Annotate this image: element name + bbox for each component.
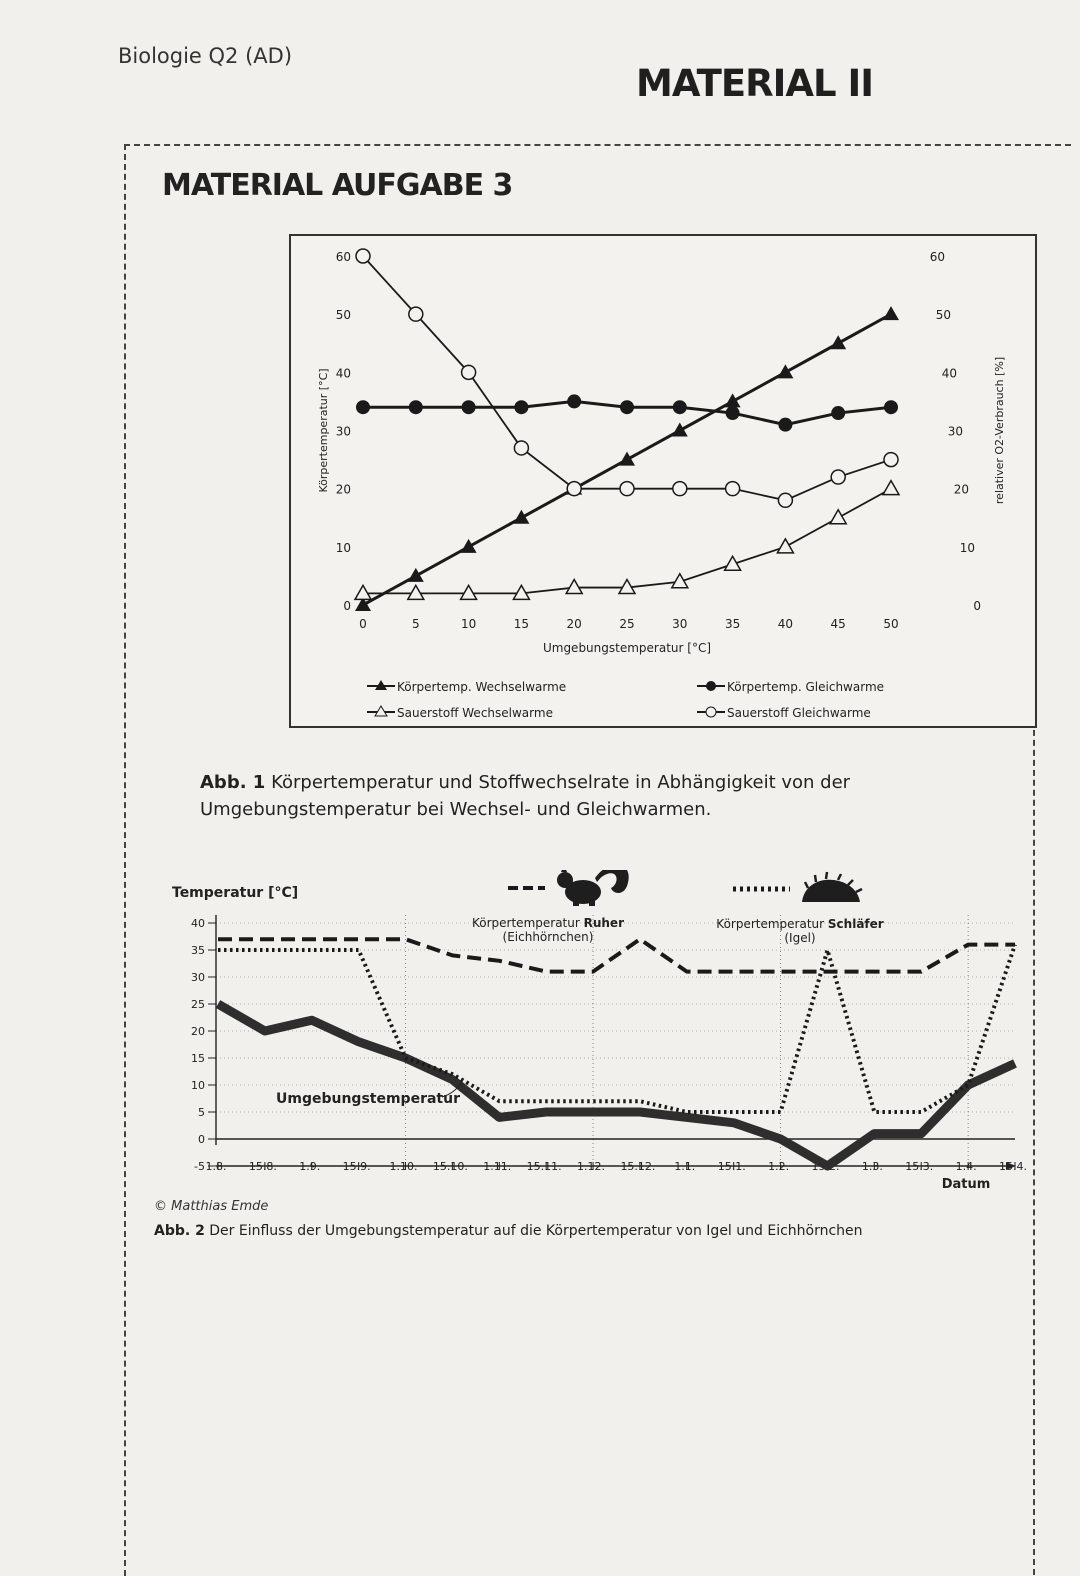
x-tick-label: 50	[883, 617, 899, 631]
figure-2-chart	[0, 870, 1080, 1200]
data-point	[408, 568, 424, 582]
data-point	[884, 453, 898, 467]
y-tick-label: 10	[335, 540, 351, 555]
material-title: MATERIAL II	[636, 62, 873, 105]
x-tick-label: 1.10.	[389, 1160, 418, 1173]
x-tick-label: 1.2.	[768, 1160, 790, 1173]
y-tick-label: -5	[194, 1160, 205, 1173]
y-tick-label: 20	[335, 482, 351, 497]
data-point	[566, 580, 582, 594]
squirrel-leg	[589, 900, 595, 906]
y2-tick-label: 10	[959, 540, 975, 555]
annotation-ruher-plain: Körpertemperatur	[472, 916, 584, 930]
x-tick-label: 45	[830, 617, 846, 631]
data-point	[619, 452, 635, 466]
y-tick-label: 30	[335, 424, 351, 439]
annotation-schlaefer-title	[716, 917, 883, 931]
course-title: Biologie Q2 (AD)	[118, 44, 293, 68]
data-point	[777, 539, 793, 553]
x-tick-label: 15.4.	[999, 1160, 1027, 1173]
legend-marker	[706, 681, 716, 691]
legend-label: Körpertemp. Wechselwarme	[397, 680, 567, 694]
x-axis-title: Datum	[941, 1177, 991, 1192]
x-tick-label: 1.9.	[299, 1160, 321, 1173]
x-tick-label: 1.3.	[861, 1160, 883, 1173]
data-point	[883, 306, 899, 320]
data-point	[620, 400, 634, 414]
legend-entry	[367, 706, 553, 720]
annotation-ruher-sub: (Eichhörnchen)	[502, 930, 594, 944]
x-tick-label: 1.4.	[955, 1160, 977, 1173]
x-tick-label: 0	[359, 617, 367, 631]
data-point	[831, 406, 845, 420]
y2-tick-label: 60	[929, 250, 945, 264]
section-title: MATERIAL AUFGABE 3	[162, 168, 513, 203]
x-tick-label: 15	[513, 617, 530, 631]
data-point	[620, 482, 634, 496]
x-tick-label: 1.1.	[674, 1160, 696, 1173]
data-point	[726, 406, 740, 420]
y-tick-label: 40	[335, 366, 351, 381]
data-point	[461, 585, 477, 599]
data-point	[514, 400, 528, 414]
data-point	[514, 441, 528, 455]
y-tick-label: 50	[335, 308, 351, 323]
x-tick-label: 1.12.	[577, 1160, 606, 1173]
legend-marker	[706, 707, 716, 717]
data-point	[672, 423, 688, 437]
figure-1-caption-text: Körpertemperatur und Stoffwechselrate in Abhängigkeit von der Umgebungstemperatur bei Wechsel- und Gleichwarmen.	[200, 772, 851, 820]
legend-label: Sauerstoff Gleichwarme	[727, 706, 871, 720]
figure-1-frame	[289, 234, 1037, 728]
legend-entry	[367, 680, 566, 694]
figure-2-caption	[154, 1223, 863, 1239]
data-point	[830, 335, 846, 349]
x-tick-label: 1.11.	[483, 1160, 512, 1173]
y-tick-label: 30	[191, 971, 205, 984]
series	[355, 306, 899, 611]
legend-entry	[697, 680, 884, 694]
data-point	[726, 482, 740, 496]
x-tick-label: 35	[724, 617, 741, 631]
x-tick-label: 20	[566, 617, 582, 631]
series-line	[218, 939, 1015, 971]
y-tick-label: 0	[343, 599, 351, 613]
x-tick-label: 15.3.	[905, 1160, 934, 1173]
hedgehog-icon	[802, 872, 862, 902]
figure-1-caption-label: Abb. 1	[200, 772, 266, 793]
x-tick-label: 15.8.	[248, 1160, 277, 1173]
figure-2-copyright: © Matthias Emde	[154, 1199, 269, 1214]
x-tick-label: 25	[619, 617, 635, 631]
x-tick-label: 40	[777, 617, 794, 631]
annotation-umgebung-label: Umgebungstemperatur	[276, 1091, 460, 1107]
y2-axis-label: relativer O2-Verbrauch [%]	[993, 356, 1006, 505]
data-point	[355, 585, 371, 599]
data-point	[778, 493, 792, 507]
y-axis-label: Körpertemperatur [°C]	[317, 368, 330, 493]
annotation-schlaefer-bold: Schläfer	[827, 917, 884, 931]
data-point	[461, 539, 477, 553]
annotation-ruher	[472, 870, 629, 944]
annotation-ruher-title	[472, 916, 624, 930]
data-point	[673, 482, 687, 496]
x-tick-label: 5	[411, 617, 420, 631]
data-point	[777, 364, 793, 378]
data-point	[778, 418, 792, 432]
y2-tick-label: 40	[941, 366, 957, 381]
x-tick-label: 10	[460, 617, 477, 631]
squirrel-leg	[573, 900, 579, 906]
data-point	[356, 249, 370, 263]
data-point	[567, 394, 581, 408]
data-point	[409, 307, 423, 321]
data-point	[725, 393, 741, 407]
x-tick-label: 15.10.	[432, 1160, 468, 1173]
x-tick-label: 1.8.	[205, 1160, 227, 1173]
squirrel-head	[557, 872, 573, 888]
y2-tick-label: 30	[947, 424, 963, 439]
data-point	[409, 400, 423, 414]
x-tick-label: 15.12.	[620, 1160, 656, 1173]
series	[355, 481, 899, 600]
figure-2-caption-label: Abb. 2	[154, 1223, 205, 1239]
data-point	[673, 400, 687, 414]
data-point	[356, 400, 370, 414]
x-tick-label: 30	[672, 617, 688, 631]
data-point	[830, 510, 846, 524]
y-tick-label: 10	[191, 1079, 205, 1092]
y2-tick-label: 0	[973, 599, 981, 613]
x-tick-label: 15.2.	[811, 1160, 840, 1173]
figure-2-caption-text: Der Einfluss der Umgebungstemperatur auf die Körpertemperatur von Igel und Eichhörnchen	[209, 1223, 863, 1239]
y-tick-label: 40	[191, 917, 205, 930]
data-point	[513, 510, 529, 524]
series	[356, 249, 898, 507]
y-tick-label: 0	[198, 1133, 205, 1146]
legend-label: Sauerstoff Wechselwarme	[397, 706, 553, 720]
x-tick-label: 15.11.	[526, 1160, 562, 1173]
squirrel-icon	[557, 870, 629, 906]
x-axis-label: Umgebungstemperatur [°C]	[542, 641, 712, 655]
annotation-schlaefer-plain: Körpertemperatur	[716, 917, 828, 931]
y-tick-label: 5	[198, 1106, 205, 1119]
data-point	[462, 365, 476, 379]
series	[356, 394, 898, 431]
data-point	[462, 400, 476, 414]
legend-entry	[697, 706, 871, 720]
annotation-umgebung	[276, 1082, 462, 1107]
y-tick-label: 60	[335, 250, 351, 264]
data-point	[408, 585, 424, 599]
y2-tick-label: 50	[935, 308, 951, 323]
data-point	[883, 481, 899, 495]
annotation-ruher-bold: Ruher	[583, 916, 624, 930]
legend-label: Körpertemp. Gleichwarme	[727, 680, 885, 694]
data-point	[567, 482, 581, 496]
y-axis-title: Temperatur [°C]	[172, 885, 299, 901]
x-tick-label: 15.1.	[717, 1160, 746, 1173]
y-tick-label: 20	[191, 1025, 205, 1038]
squirrel-ear	[561, 870, 567, 872]
y2-tick-label: 20	[953, 482, 969, 497]
annotation-schlaefer-sub: (Igel)	[784, 931, 816, 945]
y-tick-label: 15	[191, 1052, 205, 1065]
series-line	[363, 489, 891, 594]
figure-1-caption	[200, 769, 1060, 823]
annotation-schlaefer	[716, 872, 883, 945]
y-tick-label: 35	[191, 944, 205, 957]
x-tick-label: 15.9.	[342, 1160, 371, 1173]
data-point	[831, 470, 845, 484]
data-point	[884, 400, 898, 414]
y-tick-label: 25	[191, 998, 205, 1011]
figure-1-chart	[291, 236, 1035, 726]
